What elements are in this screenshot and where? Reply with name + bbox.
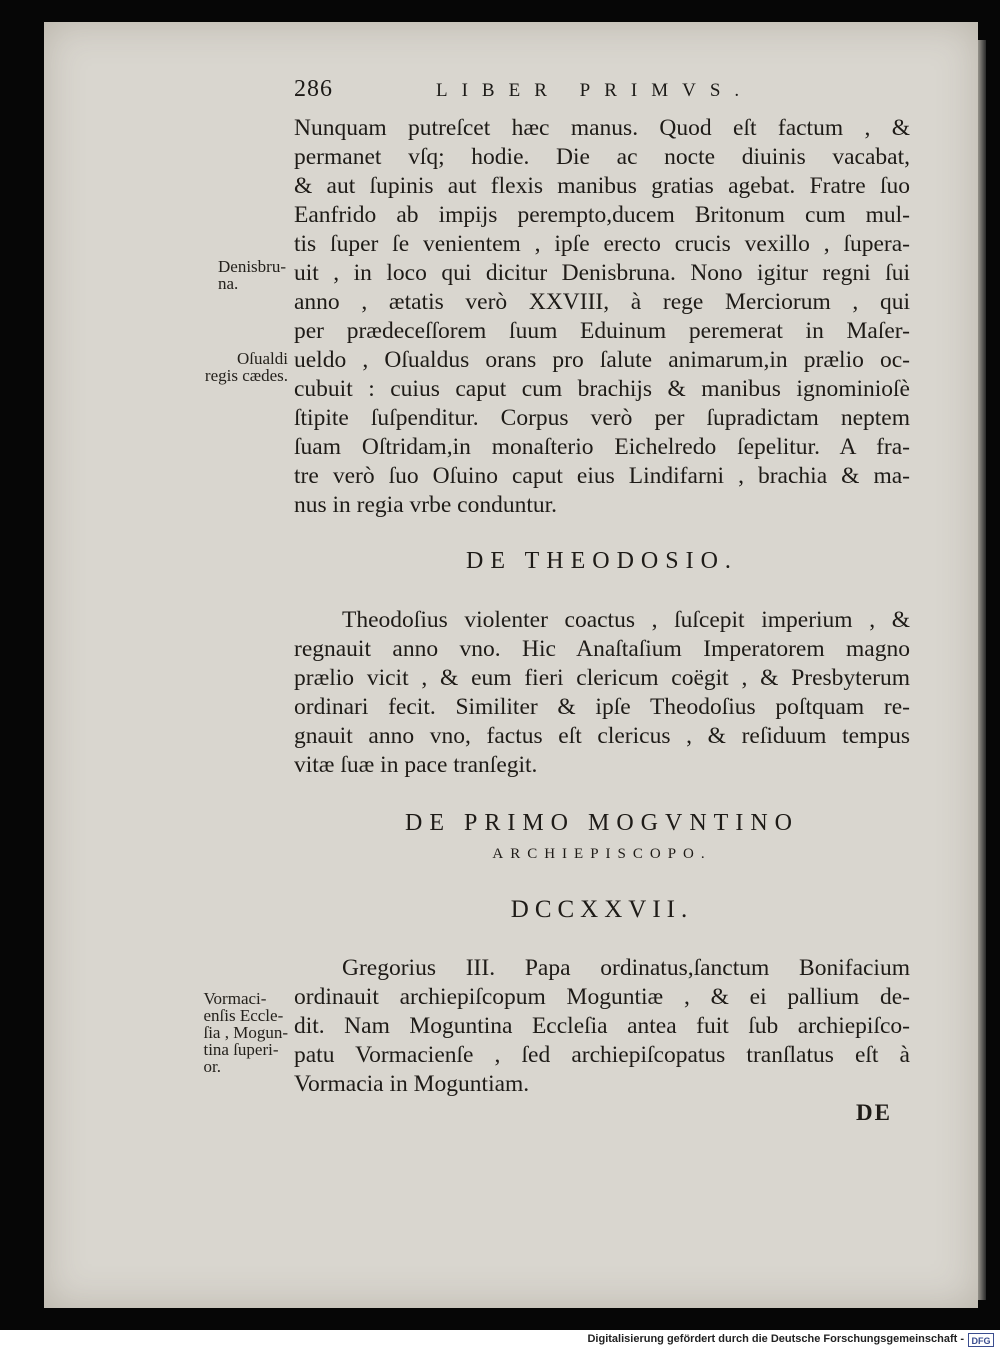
marginal-line: enſis Eccle- bbox=[203, 1006, 284, 1025]
heading-de-primo-moguntino: DE PRIMO MOGVNTINO bbox=[405, 810, 799, 836]
text-line: anno , ætatis verò XXVIII, à rege Merciorum , qui bbox=[294, 289, 910, 315]
text-line: regnauit anno vno. Hic Anaſtaſium Imperatorem magno bbox=[294, 636, 910, 662]
text-line: tre verò ſuo Oſuino caput eius Lindifarni , brachia & ma- bbox=[294, 463, 910, 489]
text-line: cubuit : cuius caput cum brachijs & manibus ignominioſè bbox=[294, 376, 910, 402]
text-line: Vormacia in Moguntiam. bbox=[294, 1071, 530, 1097]
text-line: Eanfrido ab impijs perempto,ducem Britonum cum mul- bbox=[294, 202, 910, 228]
marginal-line: na. bbox=[218, 274, 239, 293]
marginal-line: Oſualdi bbox=[237, 349, 288, 368]
text-line: Nunquam putreſcet hæc manus. Quod eſt factum , & bbox=[294, 115, 910, 141]
paragraph-theodosius bbox=[294, 606, 910, 780]
marginal-note-vormacia bbox=[203, 990, 288, 1075]
marginal-note-denisbruna bbox=[218, 258, 286, 292]
paragraph-gregorius bbox=[294, 954, 910, 1099]
year-heading: DCCXXVII. bbox=[510, 896, 694, 923]
marginal-line: tina ſuperi- bbox=[203, 1040, 279, 1059]
marginal-note-osualdi bbox=[205, 350, 288, 384]
text-line: per prædeceſſorem ſuum Eduinum peremerat in Maſer- bbox=[294, 318, 910, 344]
marginal-line: regis cædes. bbox=[204, 366, 288, 385]
text-line: tis ſuper ſe venientem , ipſe erecto crucis vexillo , ſupera- bbox=[294, 231, 910, 257]
heading-de-theodosio: DE THEODOSIO. bbox=[466, 548, 738, 574]
subheading-archiepiscopo: ARCHIEPISCOPO. bbox=[492, 846, 712, 862]
text-line: vitæ ſuæ in pace tranſegit. bbox=[294, 752, 538, 778]
text-line: patu Vormacienſe , ſed archiepiſcopatus tranſlatus eſt à bbox=[294, 1042, 910, 1068]
text-line: ordinauit archiepiſcopum Moguntiæ , & ei pallium de- bbox=[294, 984, 910, 1010]
dfg-logo: DFG bbox=[968, 1333, 994, 1347]
text-line: uit , in loco qui dicitur Denisbruna. Nono igitur regni ſui bbox=[294, 260, 910, 286]
text-line: nus in regia vrbe conduntur. bbox=[294, 492, 558, 518]
text-line: Theodoſius violenter coactus , ſuſcepit imperium , & bbox=[342, 607, 910, 633]
text-line: ſtipite ſuſpenditur. Corpus verò per ſupradictam neptem bbox=[294, 405, 910, 431]
text-line: ueldo , Oſualdus orans pro ſalute animarum,in prælio oc- bbox=[294, 347, 910, 373]
funding-credit: Digitalisierung gefördert durch die Deutsche Forschungsgemeinschaft - bbox=[587, 1333, 964, 1345]
marginal-line: or. bbox=[203, 1057, 221, 1076]
text-line: Gregorius III. Papa ordinatus,ſanctum Bonifacium bbox=[342, 955, 910, 981]
text-line: dit. Nam Moguntina Eccleſia antea fuit ſub archiepiſco- bbox=[294, 1013, 910, 1039]
footer-bar bbox=[0, 1330, 1000, 1351]
book-page bbox=[44, 22, 978, 1308]
text-line: ſuam Oſtridam,in monaſterio Eichelredo ſepelitur. A fra- bbox=[294, 434, 910, 460]
text-line: prælio vicit , & eum fieri clericum coëgit , & Presbyterum bbox=[294, 665, 910, 691]
page-number: 286 bbox=[294, 76, 333, 102]
text-line: gnauit anno vno, factus eſt clericus , & reſiduum tempus bbox=[294, 723, 910, 749]
text-line: permanet vſq; hodie. Die ac nocte diuinis vacabat, bbox=[294, 144, 910, 170]
text-line: ordinari fecit. Similiter & ipſe Theodoſius poſtquam re- bbox=[294, 694, 910, 720]
paragraph-oswald bbox=[294, 114, 910, 520]
page-header bbox=[44, 74, 978, 110]
catchword: DE bbox=[856, 1100, 892, 1125]
marginal-line: Denisbru- bbox=[218, 257, 286, 276]
running-head: LIBER PRIMVS. bbox=[436, 80, 754, 101]
text-line: & aut ſupinis aut flexis manibus gratias agebat. Fratre ſuo bbox=[294, 173, 910, 199]
marginal-line: Vormaci- bbox=[203, 989, 267, 1008]
marginal-line: ſia , Mogun- bbox=[203, 1023, 288, 1042]
